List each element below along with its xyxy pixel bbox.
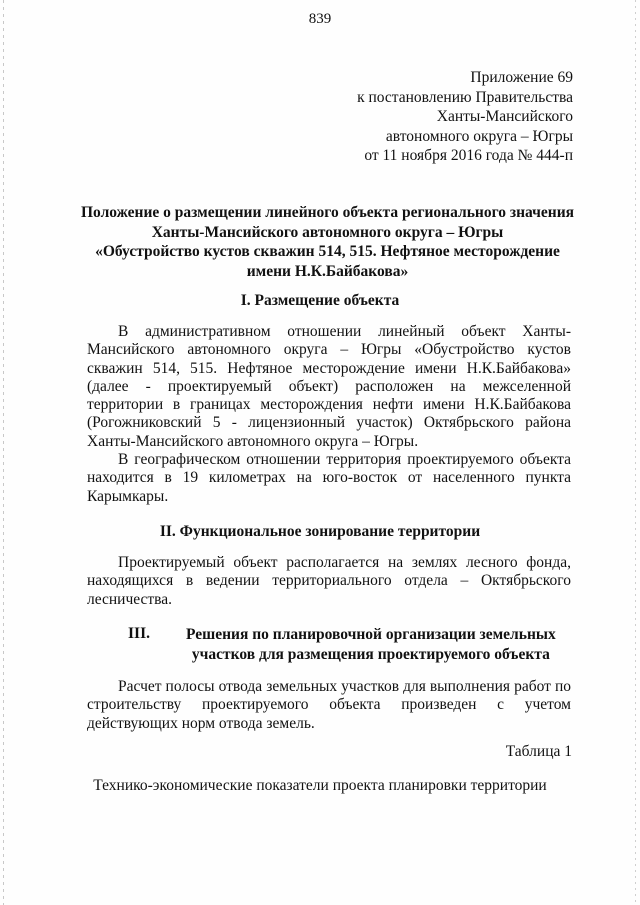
appendix-block (357, 68, 573, 166)
title-line: Ханты-Мансийского автономного округа – Югры (151, 223, 504, 241)
title-line: Положение о размещении линейного объекта регионального значения (80, 204, 575, 221)
section-1-paragraph: В административном отношении линейный объект Ханты-Мансийского автономного округа – Югры «Обустройство кустов скважин 514, 515. Нефтяное месторождение имени Н.К.Байбакова» (далее - проектируемый объект) расположен на межселенной территории в границах месторождения нефти имени Н.К.Байбакова (Рогожниковский 5 - лицензионный участок) Октябрьского района Ханты-Мансийского автономного округа – Югры. (87, 323, 571, 450)
appendix-line: автономного округа – Югры (385, 127, 573, 145)
appendix-line: от 11 ноября 2016 года № 444-п (364, 147, 573, 164)
section-3-heading-line: Решения по планировочной организации земельных (186, 626, 556, 643)
document-title (60, 203, 595, 281)
page-number: 839 (308, 11, 332, 27)
scan-edge-left (3, 0, 4, 905)
appendix-line: к постановлению Правительства (357, 88, 573, 106)
table-caption: Технико-экономические показатели проекта планировки территории (93, 777, 547, 794)
section-2-heading: II. Функциональное зонирование территории (159, 523, 481, 540)
section-3-paragraph: Расчет полосы отвода земельных участков для выполнения работ по строительству проектируемого объекта произведен с учетом действующих норм отвода земель. (87, 678, 571, 732)
section-2-paragraph: Проектируемый объект располагается на землях лесного фонда, находящихся в ведении территориального отдела – Октябрьского лесничества. (87, 554, 571, 608)
section-1-heading: I. Размещение объекта (240, 292, 400, 309)
section-3-heading-line: участков для размещения проектируемого объекта (191, 645, 550, 663)
section-1-paragraph: В географическом отношении территория проектируемого объекта находится в 19 километрах на юго-восток от населенного пункта Карымкары. (87, 451, 571, 505)
section-3-heading (186, 625, 556, 664)
scan-edge-right (635, 0, 636, 905)
title-line: имени Н.К.Байбакова» (246, 262, 409, 280)
title-line: «Обустройство кустов скважин 514, 515. Нефтяное месторождение (95, 243, 560, 260)
table-label: Таблица 1 (505, 743, 572, 760)
section-3-number: III. (128, 625, 150, 642)
appendix-line: Ханты-Мансийского (436, 108, 573, 125)
appendix-line: Приложение 69 (470, 69, 573, 86)
